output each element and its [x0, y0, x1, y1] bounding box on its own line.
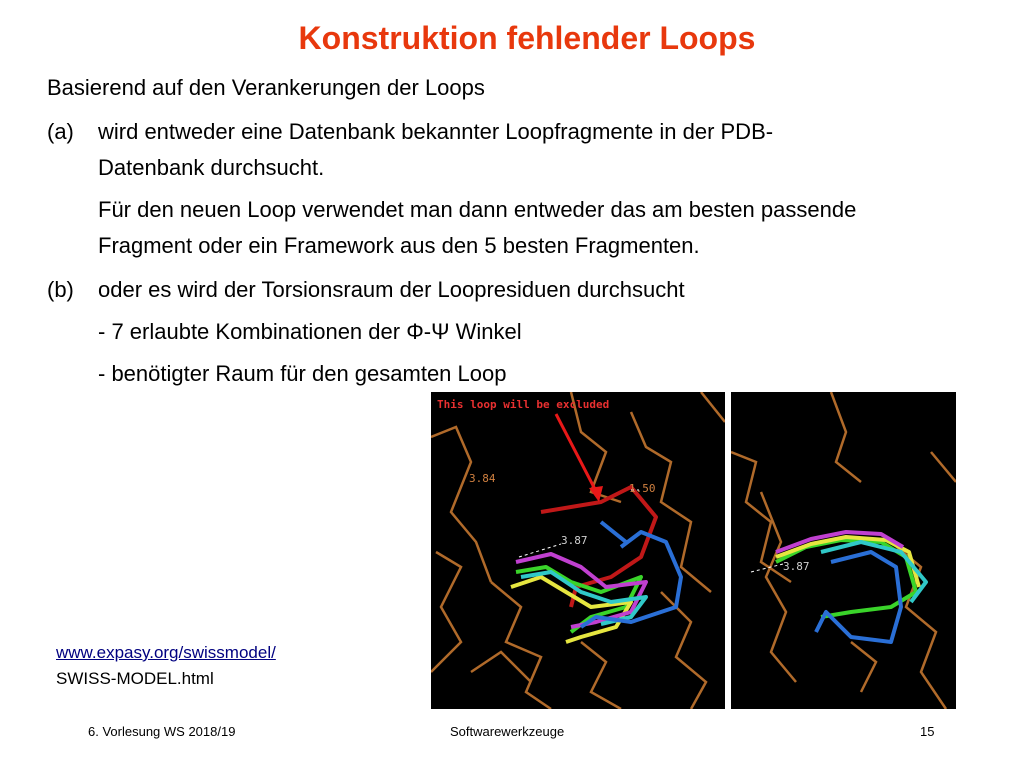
- annotation-arrow: [556, 414, 599, 497]
- loop-structure-right: [731, 392, 956, 709]
- backbone-trace: [431, 392, 725, 709]
- loop-image-left: [431, 392, 725, 709]
- annotation-text: This loop will be excluded: [437, 398, 610, 411]
- link-block: [56, 640, 276, 692]
- loop-structure-left: [431, 392, 725, 709]
- intro-text: Basierend auf den Verankerungen der Loops: [47, 75, 485, 100]
- item-a-line2: Datenbank durchsucht.: [98, 155, 325, 180]
- slide-title: Konstruktion fehlender Loops: [298, 20, 756, 56]
- distance-label: 3.87: [783, 560, 810, 573]
- footer-topic: Softwarewerkzeuge: [450, 724, 565, 739]
- distance-label: 1.50: [629, 482, 656, 495]
- distance-label: 3.84: [469, 472, 496, 485]
- swissmodel-file: SWISS-MODEL.html: [56, 669, 214, 688]
- footer-page-number: 15: [920, 724, 935, 739]
- loop-image-right: [731, 392, 956, 709]
- swissmodel-link[interactable]: www.expasy.org/swissmodel/: [56, 643, 276, 662]
- item-b-line1: oder es wird der Torsionsraum der Loopresiduen durchsucht: [98, 277, 685, 302]
- arrow-head-icon: [589, 486, 603, 502]
- loop-candidates: [511, 487, 681, 642]
- item-b-label: (b): [47, 277, 74, 302]
- item-b-bullet1: - 7 erlaubte Kombinationen der Φ-Ψ Winkel: [98, 319, 522, 344]
- item-a-line1: wird entweder eine Datenbank bekannter Loopfragmente in der PDB-: [98, 119, 774, 144]
- loop-candidates: [776, 532, 926, 642]
- item-a-label: (a): [47, 119, 74, 144]
- footer-course: 6. Vorlesung WS 2018/19: [88, 724, 236, 739]
- item-a-detail1: Für den neuen Loop verwendet man dann entweder das am besten passende: [98, 197, 857, 222]
- item-a-detail2: Fragment oder ein Framework aus den 5 besten Fragmenten.: [98, 233, 700, 258]
- item-b-bullet2: - benötigter Raum für den gesamten Loop: [98, 361, 507, 386]
- backbone-trace: [731, 392, 956, 709]
- distance-label: 3.87: [561, 534, 588, 547]
